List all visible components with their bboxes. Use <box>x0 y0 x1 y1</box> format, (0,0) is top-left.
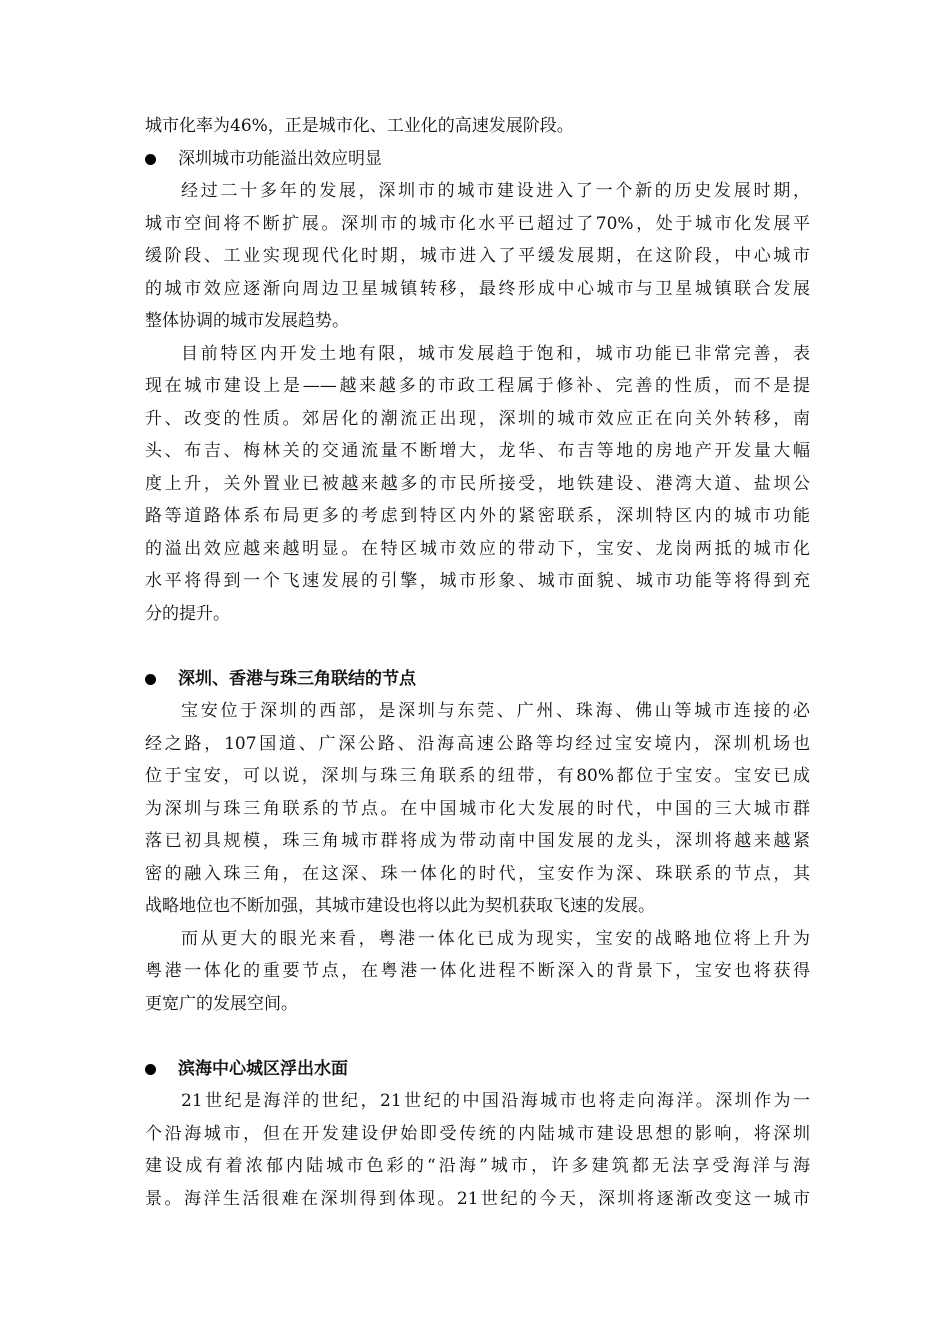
paragraph-line: 景。海洋生活很难在深圳得到体现。21世纪的今天，深圳将逐渐改变这一城市 <box>145 1188 810 1209</box>
paragraph-line: 头、布吉、梅林关的交通流量不断增大，龙华、布吉等地的房地产开发量大幅 <box>145 441 810 461</box>
paragraph-line: 的溢出效应越来越明显。在特区城市效应的带动下，宝安、龙岗两抵的城市化 <box>145 538 810 559</box>
blank-line <box>145 1020 810 1053</box>
bullet-dot-icon <box>145 674 156 685</box>
paragraph-line: 升、改变的性质。郊居化的潮流正出现，深圳的城市效应正在向关外转移，南 <box>145 408 810 429</box>
paragraph-line: 城市空间将不断扩展。深圳市的城市化水平已超过了70%，处于城市化发展平 <box>145 213 810 234</box>
bullet-heading <box>145 1053 810 1086</box>
paragraph-line: 密的融入珠三角，在这深、珠一体化的时代，宝安作为深、珠联系的节点，其 <box>145 863 810 884</box>
paragraph-line: 战略地位也不断加强，其城市建设也将以此为契机获取飞速的发展。 <box>145 896 655 916</box>
paragraph-line: 更宽广的发展空间。 <box>145 993 298 1014</box>
paragraph-line: 落已初具规模，珠三角城市群将成为带动南中国发展的龙头，深圳将越来越紧 <box>145 831 810 851</box>
heading-text: 深圳、香港与珠三角联结的节点 <box>178 668 416 689</box>
paragraph-line: 现在城市建设上是——越来越多的市政工程属于修补、完善的性质，而不是提 <box>145 376 810 396</box>
paragraph-line: 经过二十多年的发展，深圳市的城市建设进入了一个新的历史发展时期， <box>181 181 810 201</box>
paragraph-line: 度上升，关外置业已被越来越多的市民所接受，地铁建设、港湾大道、盐坝公 <box>145 473 810 494</box>
paragraph-line: 个沿海城市，但在开发建设伊始即受传统的内陆城市建设思想的影响，将深圳 <box>145 1123 810 1144</box>
blank-line <box>145 630 810 663</box>
paragraph-line: 水平将得到一个飞速发展的引擎，城市形象、城市面貌、城市功能等将得到充 <box>145 571 810 591</box>
paragraph-line: 而从更大的眼光来看，粤港一体化已成为现实，宝安的战略地位将上升为 <box>181 928 810 949</box>
paragraph-line: 宝安位于深圳的西部，是深圳与东莞、广州、珠海、佛山等城市连接的必 <box>181 701 810 721</box>
paragraph-line: 的城市效应逐渐向周边卫星城镇转移，最终形成中心城市与卫星城镇联合发展 <box>145 278 810 299</box>
paragraph-line: 城市化率为46%，正是城市化、工业化的高速发展阶段。 <box>145 116 574 136</box>
paragraph-line: 为深圳与珠三角联系的节点。在中国城市化大发展的时代，中国的三大城市群 <box>145 798 810 819</box>
paragraph-line: 目前特区内开发土地有限，城市发展趋于饱和，城市功能已非常完善，表 <box>181 343 810 364</box>
bullet-heading <box>145 143 810 176</box>
paragraph-line: 21世纪是海洋的世纪，21世纪的中国沿海城市也将走向海洋。深圳作为一 <box>181 1091 810 1111</box>
heading-text: 深圳城市功能溢出效应明显 <box>178 148 382 169</box>
document-page <box>145 110 810 1215</box>
paragraph-line: 缓阶段、工业实现现代化时期，城市进入了平缓发展期，在这阶段，中心城市 <box>145 246 810 266</box>
paragraph-line: 分的提升。 <box>145 603 230 624</box>
paragraph-line: 位于宝安，可以说，深圳与珠三角联系的纽带，有80%都位于宝安。宝安已成 <box>145 766 810 786</box>
paragraph-line: 整体协调的城市发展趋势。 <box>145 311 349 331</box>
bullet-heading <box>145 663 810 696</box>
paragraph-line: 粤港一体化的重要节点，在粤港一体化进程不断深入的背景下，宝安也将获得 <box>145 961 810 981</box>
bullet-dot-icon <box>145 1064 156 1075</box>
bullet-dot-icon <box>145 154 156 165</box>
paragraph-line: 经之路，107国道、广深公路、沿海高速公路等均经过宝安境内，深圳机场也 <box>145 733 810 754</box>
heading-text: 滨海中心城区浮出水面 <box>178 1058 348 1079</box>
paragraph-line: 路等道路体系布局更多的考虑到特区内外的紧密联系，深圳特区内的城市功能 <box>145 506 810 526</box>
paragraph-line: 建设成有着浓郁内陆城市色彩的“沿海”城市，许多建筑都无法享受海洋与海 <box>145 1156 810 1176</box>
